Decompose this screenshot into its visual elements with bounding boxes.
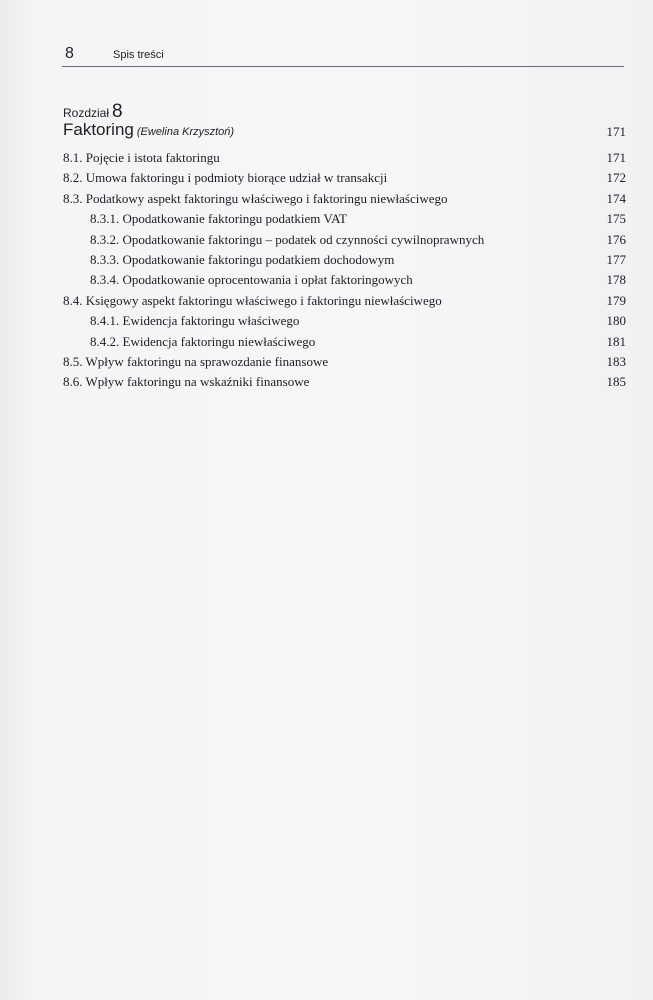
toc-entry-title: 8.3.1. Opodatkowanie faktoringu podatkiem VAT (90, 211, 347, 227)
toc-entry-page: 176 (606, 231, 626, 247)
page-number: 8 (65, 45, 74, 62)
toc-entry-page: 185 (606, 374, 626, 390)
chapter-heading (63, 120, 626, 142)
chapter-author: (Ewelina Krzysztoń) (136, 126, 235, 138)
toc-subentry (63, 311, 626, 331)
toc-entry-page: 181 (606, 333, 626, 349)
chapter-title-group (63, 120, 234, 140)
toc-entry (63, 189, 626, 209)
toc-entry-page: 179 (606, 292, 626, 308)
toc-subentry (63, 230, 626, 250)
toc-subentry (63, 332, 626, 352)
chapter-page-number: 171 (606, 124, 626, 139)
toc-entry (63, 148, 626, 168)
chapter-label-text: Rozdział (63, 106, 110, 120)
toc-subentry (63, 270, 626, 290)
toc-entry (63, 352, 626, 372)
table-of-contents (63, 148, 626, 393)
toc-entry (63, 291, 626, 311)
toc-entry-page: 174 (606, 190, 626, 206)
toc-entry-page: 178 (606, 272, 626, 288)
toc-entry-page: 180 (606, 313, 626, 329)
toc-entry-page: 183 (606, 353, 626, 369)
toc-entry-page: 172 (606, 170, 626, 186)
running-header (62, 44, 624, 67)
toc-entry-title: 8.4.2. Ewidencja faktoringu niewłaściwego (90, 333, 316, 349)
chapter-number: 8 (112, 101, 123, 122)
toc-entry-page: 177 (606, 251, 626, 267)
toc-entry (63, 168, 626, 188)
toc-entry-page: 171 (606, 150, 626, 165)
toc-entry-title: 8.3.3. Opodatkowanie faktoringu podatkiem dochodowym (90, 251, 395, 267)
toc-subentry (63, 250, 626, 270)
running-header-title: Spis treści (113, 49, 164, 61)
toc-entry-title: 8.4. Księgowy aspekt faktoringu właściwego i faktoringu niewłaściwego (63, 292, 442, 308)
toc-entry (63, 372, 626, 392)
toc-entry-title: 8.4.1. Ewidencja faktoringu właściwego (90, 313, 300, 329)
toc-subentry (63, 209, 626, 229)
toc-entry-title: 8.1. Pojęcie i istota faktoringu (63, 150, 220, 165)
toc-entry-title: 8.3. Podatkowy aspekt faktoringu właściwego i faktoringu niewłaściwego (63, 190, 448, 206)
toc-entry-title: 8.3.4. Opodatkowanie oprocentowania i opłat faktoringowych (90, 272, 413, 288)
toc-entry-title: 8.3.2. Opodatkowanie faktoringu – podatek od czynności cywilnoprawnych (90, 231, 485, 247)
chapter-title: Faktoring (63, 120, 134, 139)
toc-entry-title: 8.2. Umowa faktoringu i podmioty biorące udział w transakcji (63, 170, 388, 186)
toc-entry-title: 8.6. Wpływ faktoringu na wskaźniki finansowe (63, 374, 310, 390)
toc-entry-title: 8.5. Wpływ faktoringu na sprawozdanie finansowe (63, 353, 329, 369)
toc-entry-page: 175 (606, 211, 626, 227)
